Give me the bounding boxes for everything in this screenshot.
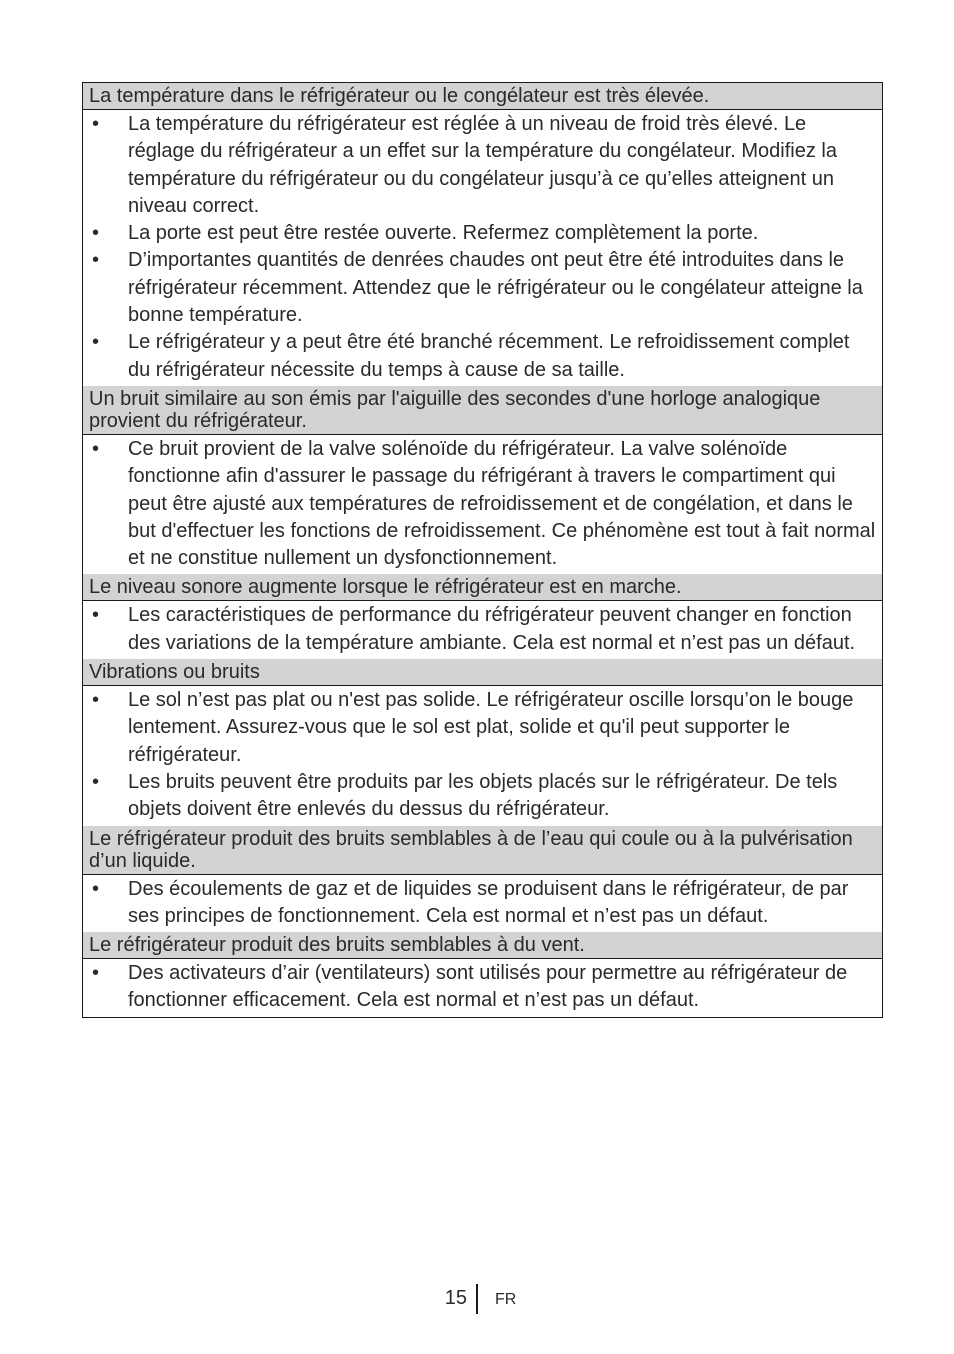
bullet-icon: •	[92, 962, 100, 985]
list-item-text: Des activateurs d’air (ventilateurs) sont utilisés pour permettre au réfrigérateur de fonctionner efficacement. Cela est normal et n’est pas un défaut.	[128, 962, 848, 1012]
bullet-icon: •	[92, 877, 100, 900]
list-item-text: La porte est peut être restée ouverte. Refermez complètement la porte.	[128, 222, 759, 245]
list-item	[89, 769, 876, 824]
list-item	[89, 247, 876, 329]
section-header: Vibrations ou bruits	[83, 659, 882, 686]
bullet-icon: •	[92, 770, 100, 793]
bullet-list	[83, 875, 882, 933]
section-noise-level	[83, 574, 882, 659]
bullet-icon: •	[92, 689, 100, 712]
bullet-list	[83, 435, 882, 574]
section-body	[83, 686, 882, 825]
list-item	[89, 111, 876, 220]
list-item-text: Les bruits peuvent être produits par les objets placés sur le réfrigérateur. De tels objets doivent être enlevés du dessus du réfrigérateur.	[128, 770, 838, 821]
section-header: La température dans le réfrigérateur ou le congélateur est très élevée.	[83, 83, 882, 110]
footer-divider	[476, 1284, 478, 1314]
section-header: Le niveau sonore augmente lorsque le réfrigérateur est en marche.	[83, 574, 882, 601]
section-body	[83, 601, 882, 659]
section-water-noise	[83, 826, 882, 933]
list-item-text: Les caractéristiques de performance du réfrigérateur peuvent changer en fonction des variations de la température ambiante. Cela est normal et n’est pas un défaut.	[128, 604, 856, 654]
bullet-list	[83, 601, 882, 659]
bullet-icon: •	[92, 222, 100, 245]
bullet-icon: •	[92, 249, 100, 272]
section-wind-noise	[83, 932, 882, 1017]
section-body	[83, 875, 882, 933]
list-item-text: Ce bruit provient de la valve solénoïde du réfrigérateur. La valve solénoïde fonctionne afin d'assurer le passage du réfrigérant à travers le compartiment qui peut être ajusté aux températures de refroidissement et de congélation, et dans le but d'effectuer les fonctions de refroidissement. Ce phénomène est tout à fait normal et ne constitue nullement un dysfonctionnement.	[128, 437, 876, 570]
section-header: Un bruit similaire au son émis par l'aiguille des secondes d'une horloge analogique provient du réfrigérateur.	[83, 386, 882, 435]
list-item	[89, 329, 876, 384]
list-item	[89, 436, 876, 572]
section-body	[83, 435, 882, 574]
list-item	[89, 602, 876, 657]
bullet-icon: •	[92, 331, 100, 354]
bullet-list	[83, 959, 882, 1017]
list-item-text: Le sol n’est pas plat ou n'est pas solide. Le réfrigérateur oscille lorsqu’on le bouge lentement. Assurez-vous que le sol est plat, solide et qu'il peut supporter le réfrigérateur.	[128, 689, 854, 766]
section-vibrations	[83, 659, 882, 825]
bullet-list	[83, 110, 882, 386]
list-item	[89, 876, 876, 931]
section-clock-noise	[83, 386, 882, 574]
list-item	[89, 220, 876, 247]
section-header: Le réfrigérateur produit des bruits semblables à de l’eau qui coule ou à la pulvérisation d’un liquide.	[83, 826, 882, 875]
bullet-icon: •	[92, 437, 100, 460]
language-code: FR	[495, 1291, 517, 1308]
list-item-text: La température du réfrigérateur est réglée à un niveau de froid très élevé. Le réglage du réfrigérateur a un effet sur la température du congélateur. Modifiez la température du réfrigérateur ou du congélateur jusqu’à ce qu’elles atteignent un niveau correct.	[128, 113, 837, 217]
list-item-text: D’importantes quantités de denrées chaudes ont peut être été introduites dans le réfrigérateur récemment. Attendez que le réfrigérateur ou le congélateur atteigne la bonne température.	[128, 249, 863, 327]
list-item	[89, 687, 876, 769]
section-body	[83, 959, 882, 1017]
bullet-list	[83, 686, 882, 825]
section-body	[83, 110, 882, 386]
bullet-icon: •	[92, 604, 100, 627]
section-header: Le réfrigérateur produit des bruits semblables à du vent.	[83, 932, 882, 959]
troubleshooting-table	[82, 82, 883, 1018]
section-high-temperature	[83, 83, 882, 386]
bullet-icon: •	[92, 113, 100, 135]
list-item-text: Des écoulements de gaz et de liquides se produisent dans le réfrigérateur, de par ses principes de fonctionnement. Cela est normal et n’est pas un défaut.	[128, 877, 849, 927]
page-footer	[0, 1284, 954, 1314]
list-item-text: Le réfrigérateur y a peut être été branché récemment. Le refroidissement complet du réfrigérateur nécessite du temps à cause de sa taille.	[128, 331, 850, 381]
list-item	[89, 960, 876, 1015]
page-number: 15	[444, 1287, 467, 1309]
